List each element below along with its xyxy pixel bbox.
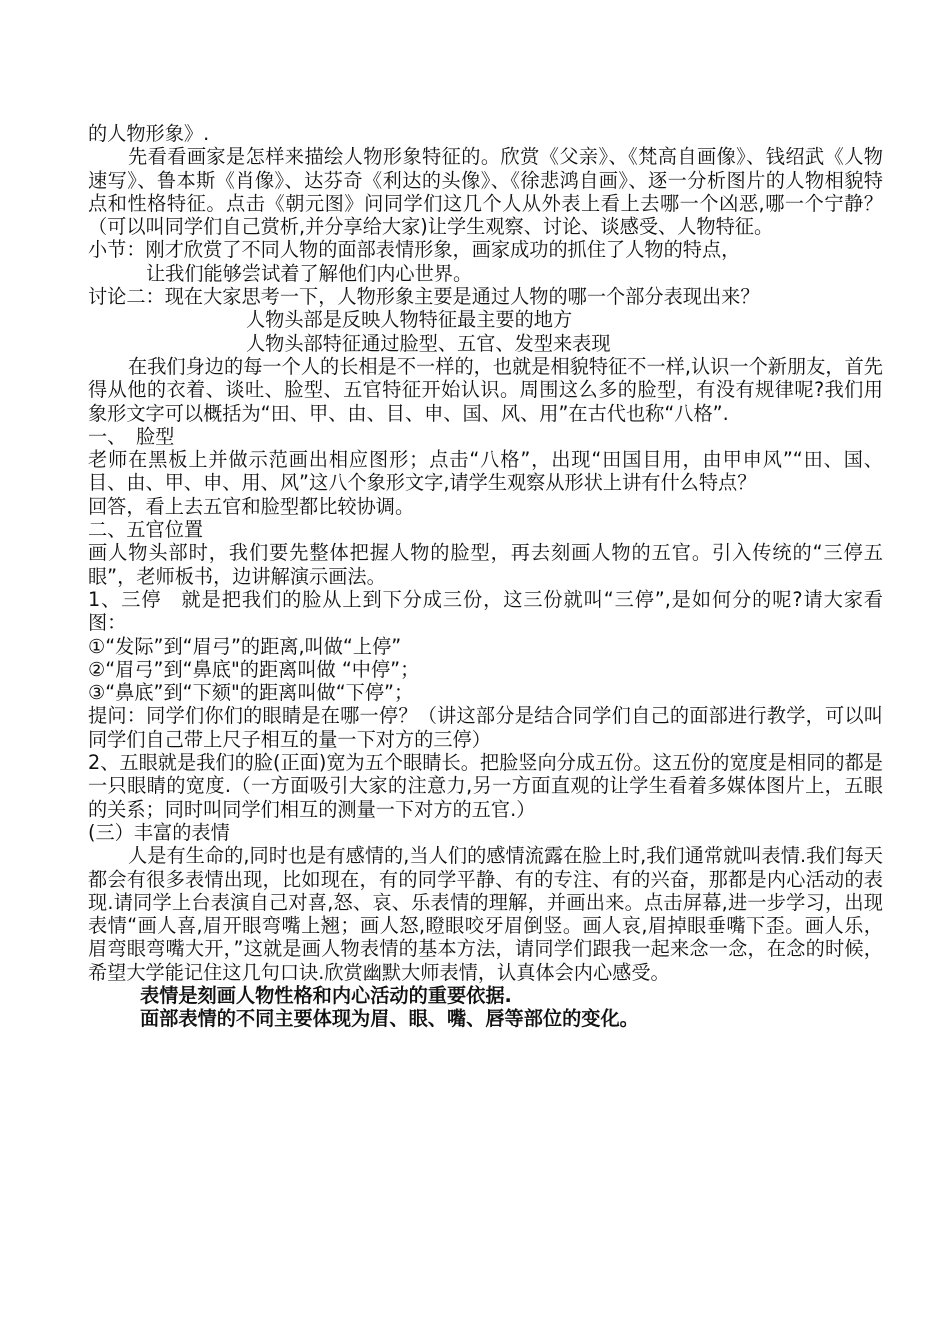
paragraph: 的人物形象》. (88, 122, 210, 145)
key-point: 表情是刻画人物性格和内心活动的重要依据. (140, 983, 512, 1007)
paragraph: 2、五眼就是我们的脸(正面)宽为五个眼睛长。把脸竖向分成五份。这五份的宽度是相同的都是一只眼睛的宽度.（一方面吸引大家的注意力,另一方面直观的让学生看着多媒体图片上，五眼的关系；同时叫同学们相互的测量一下对方的五官.） (88, 751, 883, 821)
paragraph: 画人物头部时，我们要先整体把握人物的脸型，再去刻画人物的五官。引入传统的“三停五眼”，老师板书，边讲解演示画法。 (88, 541, 883, 588)
paragraph: 先看看画家是怎样来描绘人物形象特征的。欣赏《父亲》、《梵高自画像》、钱绍武《人物速写》、鲁本斯《肖像》、达芬奇《利达的头像》、《徐悲鸿自画》、逐一分析图片的人物相貌特点和性格特征。点击《朝元图》问同学们这几个人从外表上看上去哪一个凶恶,哪一个宁静？（可以叫同学们自己赏析,并分享给大家)让学生观察、讨论、谈感受、人物特征。 (88, 145, 883, 239)
list-item: ①“发际”到“眉弓”的距离,叫做“上停” (88, 634, 402, 658)
list-item: ③“鼻底”到“下颏"的距离叫做“下停”； (88, 681, 414, 705)
section-heading: (三）丰富的表情 (88, 820, 230, 844)
paragraph: 回答，看上去五官和脸型都比较协调。 (88, 494, 415, 518)
answer-line: 人物头部特征通过脸型、五官、发型来表现 (246, 331, 611, 355)
paragraph: 人是有生命的,同时也是有感情的,当人们的感情流露在脸上时,我们通常就叫表情.我们每天都会有很多表情出现，比如现在，有的同学平静、有的专注、有的兴奋，那都是内心活动的表现.请同学上台表演自己对喜,怒、哀、乐表情的理解，并画出来。点击屏幕,进一步学习，出现表情“画人喜,眉开眼弯嘴上翘；画人怒,瞪眼咬牙眉倒竖。画人哀,眉掉眼垂嘴下歪。画人乐，眉弯眼弯嘴大开，”这就是画人物表情的基本方法，请同学们跟我一起来念一念，在念的时候，希望大学能记住这几句口诀.欣赏幽默大师表情，认真体会内心感受。 (88, 844, 883, 984)
paragraph: 1、三停 就是把我们的脸从上到下分成三份，这三份就叫“三停”,是如何分的呢?请大家看图： (88, 587, 883, 635)
paragraph: 老师在黑板上并做示范画出相应图形；点击“八格”，出现“田国目用，由甲申风”“田、国、目、由、甲、申、用、风”这八个象形文字,请学生观察从形状上讲有什么特点？ (88, 448, 883, 495)
document-page (88, 122, 883, 1031)
discussion-question: 讨论二：现在大家思考一下，人物形象主要是通过人物的哪一个部分表现出来？ (88, 285, 760, 309)
list-item: ②“眉弓”到“鼻底"的距离叫做 “中停”； (88, 657, 420, 681)
key-point: 面部表情的不同主要体现为眉、眼、嘴、唇等部位的变化。 (140, 1007, 639, 1031)
answer-line: 人物头部是反映人物特征最主要的地方 (246, 308, 573, 332)
section-heading: 一、 脸型 (88, 424, 175, 448)
summary-line: 小节：刚才欣赏了不同人物的面部表情形象，画家成功的抓住了人物的特点， (88, 238, 741, 262)
section-heading: 二、五官位置 (88, 518, 204, 542)
summary-line: 让我们能够尝试着了解他们内心世界。 (146, 261, 473, 285)
paragraph: 提问：同学们你们的眼睛是在哪一停？（讲这部分是结合同学们自己的面部进行教学，可以叫同学们自己带上尺子相互的量一下对方的三停） (88, 704, 883, 751)
paragraph: 在我们身边的每一个人的长相是不一样的，也就是相貌特征不一样,认识一个新朋友，首先得从他的衣着、谈吐、脸型、五官特征开始认识。周围这么多的脸型，有没有规律呢?我们用象形文字可以概括为“田、甲、由、目、申、国、风、用”在古代也称“八格”. (88, 354, 883, 425)
